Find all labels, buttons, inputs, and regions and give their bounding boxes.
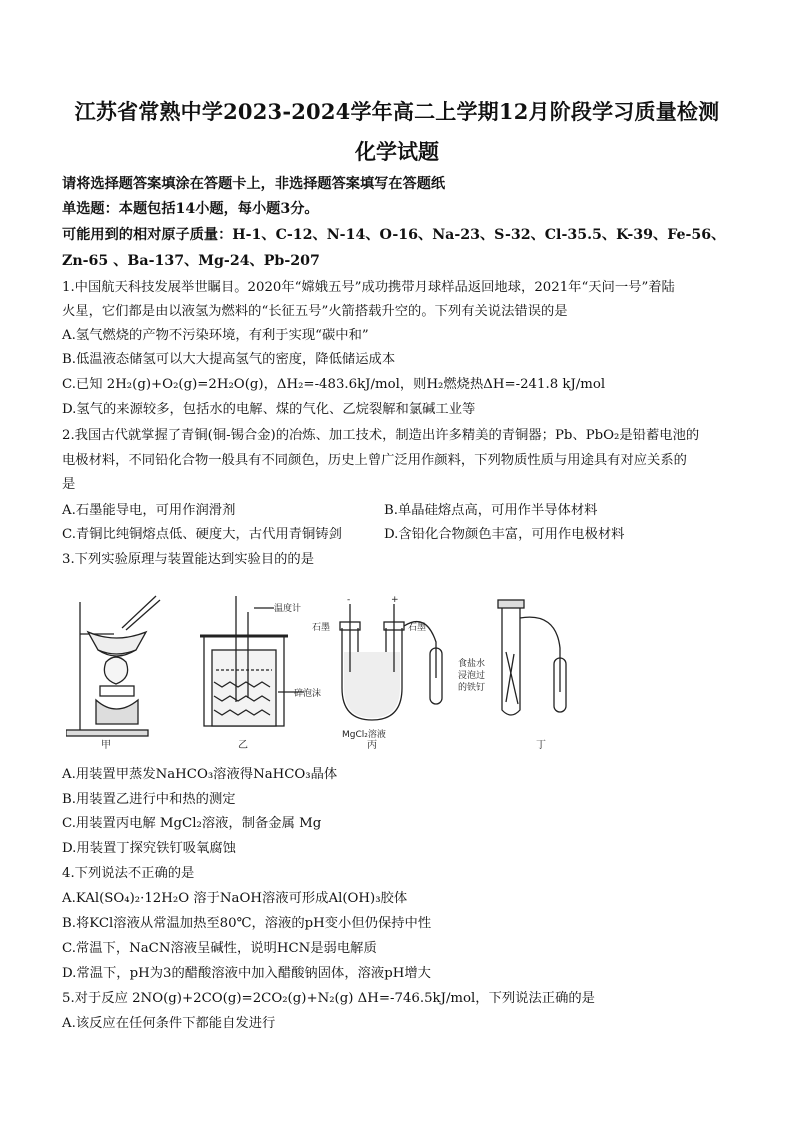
question-4-option-b: B.将KCl溶液从常温加热至80℃，溶液的pH变小但仍保持中性 [62,916,432,931]
question-4-option-d: D.常温下，pH为3的醋酸溶液中加入醋酸钠固体，溶液pH增大 [62,966,431,981]
question-2-stem-cont: 电极材料，不同铅化合物一般具有不同颜色，历史上曾广泛用作颜料，下列物质性质与用途具有对应关系的 [62,453,687,468]
electrode-plus: + [391,595,399,605]
apparatus-figure [66,592,586,752]
label-thermometer: 温度计 [274,604,302,614]
question-4-option-a: A.KAl(SO₄)₂·12H₂O 溶于NaOH溶液可形成Al(OH)₃胶体 [62,891,408,906]
question-3-option-c: C.用装置丙电解 MgCl₂溶液，制备金属 Mg [62,816,322,831]
question-1-option-c: C.已知 2H₂(g)+O₂(g)=2H₂O(g)，ΔH₂=-483.6kJ/mol，则H₂燃烧热ΔH=-241.8 kJ/mol [62,377,606,392]
question-3-option-b: B.用装置乙进行中和热的测定 [62,792,236,807]
caption-ding: 丁 [536,740,546,751]
question-2-option-d: D.含铅化合物颜色丰富，可用作电极材料 [384,527,625,542]
question-1-stem-cont: 火星，它们都是由以液氢为燃料的“长征五号”火箭搭载升空的。下列有关说法错误的是 [62,304,568,319]
caption-bing: 丙 [367,740,377,751]
question-2-stem-end: 是 [62,477,76,492]
instruction-atomic-mass-cont: Zn-65 、Ba-137、Mg-24、Pb-207 [62,253,320,269]
question-5-option-a: A.该反应在任何条件下都能自发进行 [62,1016,276,1031]
question-2-stem: 2.我国古代就掌握了青铜(铜-锡合金)的冶炼、加工技术，制造出许多精美的青铜器；Pb、PbO₂是铅蓄电池的 [62,428,700,443]
label-graphite-right: 石墨 [408,623,427,633]
electrode-minus: - [347,595,351,605]
question-3-option-a: A.用装置甲蒸发NaHCO₃溶液得NaHCO₃晶体 [62,767,338,782]
exam-subtitle: 化学试题 [355,139,439,164]
caption-yi: 乙 [238,740,248,751]
question-2-option-b: B.单晶硅熔点高，可用作半导体材料 [384,503,598,518]
question-3-option-d: D.用装置丁探究铁钉吸氧腐蚀 [62,841,236,856]
question-1-option-b: B.低温液态储氢可以大大提高氢气的密度，降低储运成本 [62,352,396,367]
apparatus-ding [498,600,566,715]
label-nail-line1: 食盐水 [458,659,486,669]
label-nail-line2: 浸泡过 [458,671,486,681]
caption-jia: 甲 [101,740,111,751]
apparatus-bing [340,604,442,720]
apparatus-yi [200,596,304,726]
instruction-atomic-mass: 可能用到的相对原子质量：H-1、C-12、N-14、O-16、Na-23、S-32、Cl-35.5、K-39、Fe-56、 [62,227,726,243]
question-1-option-d: D.氢气的来源较多，包括水的电解、煤的气化、乙烷裂解和氯碱工业等 [62,402,476,417]
question-2-option-a: A.石墨能导电，可用作润滑剂 [62,503,236,518]
instruction-section: 单选题：本题包括14小题，每小题3分。 [62,201,319,217]
question-4-option-c: C.常温下，NaCN溶液呈碱性，说明HCN是弱电解质 [62,941,377,956]
label-foam: 碎泡沫 [294,689,322,699]
question-1-stem: 1.中国航天科技发展举世瞩目。2020年“嫦娥五号”成功携带月球样品返回地球，2021年“天问一号”着陆 [62,280,675,295]
question-2-option-c: C.青铜比纯铜熔点低、硬度大，古代用青铜铸剑 [62,527,342,542]
question-4-stem: 4.下列说法不正确的是 [62,866,195,881]
question-5-stem: 5.对于反应 2NO(g)+2CO(g)=2CO₂(g)+N₂(g) ΔH=-746.5kJ/mol，下列说法正确的是 [62,991,595,1006]
exam-title: 江苏省常熟中学2023-2024学年高二上学期12月阶段学习质量检测 [74,99,720,124]
apparatus-diagram [66,592,586,752]
question-1-option-a: A.氢气燃烧的产物不污染环境，有利于实现“碳中和” [62,328,369,343]
question-3-stem: 3.下列实验原理与装置能达到实验目的的是 [62,552,315,567]
label-nail-line3: 的铁钉 [458,683,486,693]
label-mgcl2: MgCl₂溶液 [342,730,386,740]
apparatus-jia [66,596,160,736]
instruction-answer-sheet: 请将选择题答案填涂在答题卡上，非选择题答案填写在答题纸 [62,176,446,192]
label-graphite-left: 石墨 [312,623,331,633]
